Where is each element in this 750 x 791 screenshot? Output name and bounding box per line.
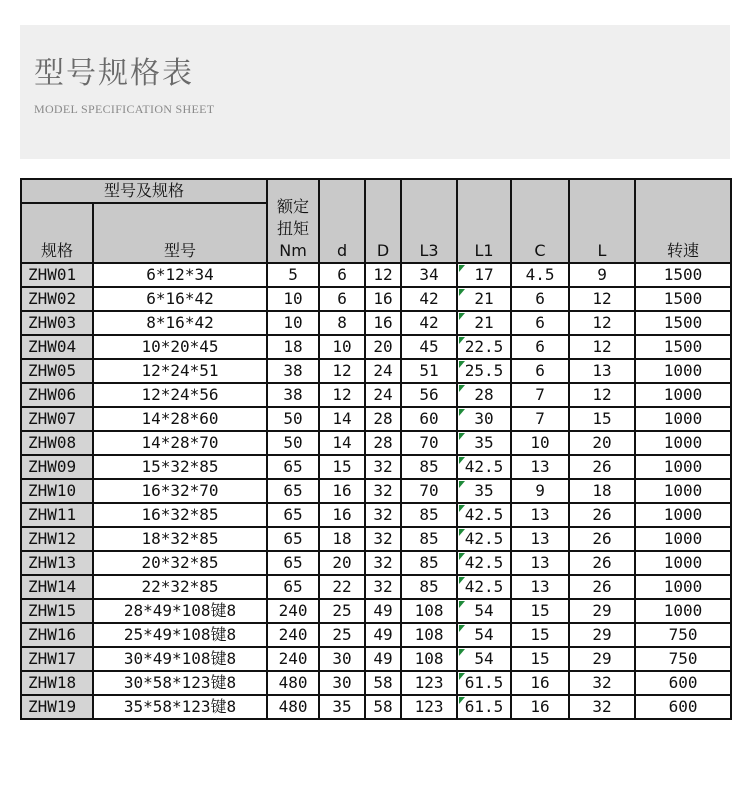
cell-d: 18: [319, 527, 365, 551]
comment-flag-icon: [459, 649, 465, 656]
cell-speed: 1000: [635, 479, 731, 503]
cell-l1-value: 42.5: [464, 553, 504, 572]
page-title: 型号规格表: [34, 56, 194, 91]
header-model: 型号: [93, 203, 267, 263]
cell-speed: 1500: [635, 263, 731, 287]
cell-l3: 34: [401, 263, 457, 287]
cell-l: 26: [569, 527, 635, 551]
comment-flag-icon: [459, 313, 465, 320]
comment-flag-icon: [459, 409, 465, 416]
cell-model: 25*49*108键8: [93, 623, 267, 647]
cell-l: 32: [569, 671, 635, 695]
cell-d: 14: [319, 407, 365, 431]
cell-l1: [457, 527, 511, 551]
cell-l: 32: [569, 695, 635, 719]
cell-l1-value: 21: [474, 313, 494, 332]
table-row: [21, 599, 731, 623]
table-row: [21, 287, 731, 311]
cell-torque: 38: [267, 359, 319, 383]
cell-l3: 85: [401, 455, 457, 479]
cell-torque: 65: [267, 551, 319, 575]
cell-d: 24: [365, 359, 401, 383]
cell-l1-value: 54: [474, 601, 494, 620]
cell-code: ZHW09: [21, 455, 93, 479]
comment-flag-icon: [459, 673, 465, 680]
header-d: d: [319, 179, 365, 263]
cell-model: 30*58*123键8: [93, 671, 267, 695]
cell-l3: 123: [401, 671, 457, 695]
table-row: [21, 695, 731, 719]
cell-model: 6*16*42: [93, 287, 267, 311]
cell-l: 15: [569, 407, 635, 431]
cell-code: ZHW11: [21, 503, 93, 527]
cell-l1-value: 42.5: [464, 457, 504, 476]
cell-l1: [457, 335, 511, 359]
cell-l1: [457, 695, 511, 719]
comment-flag-icon: [459, 457, 465, 464]
cell-model: 12*24*51: [93, 359, 267, 383]
comment-flag-icon: [459, 361, 465, 368]
cell-l1: [457, 431, 511, 455]
cell-l1: [457, 671, 511, 695]
cell-torque: 480: [267, 695, 319, 719]
cell-d: 12: [319, 359, 365, 383]
cell-code: ZHW04: [21, 335, 93, 359]
cell-l1: [457, 359, 511, 383]
cell-code: ZHW12: [21, 527, 93, 551]
table-row: [21, 431, 731, 455]
cell-l: 12: [569, 287, 635, 311]
cell-d: 10: [319, 335, 365, 359]
cell-speed: 1000: [635, 599, 731, 623]
cell-l1-value: 22.5: [464, 337, 504, 356]
cell-l3: 85: [401, 551, 457, 575]
table-row: [21, 551, 731, 575]
cell-d: 58: [365, 695, 401, 719]
cell-torque: 65: [267, 527, 319, 551]
cell-d: 28: [365, 407, 401, 431]
cell-code: ZHW19: [21, 695, 93, 719]
cell-speed: 1000: [635, 503, 731, 527]
cell-l3: 70: [401, 431, 457, 455]
cell-speed: 1500: [635, 335, 731, 359]
cell-l1: [457, 479, 511, 503]
comment-flag-icon: [459, 529, 465, 536]
cell-l3: 42: [401, 287, 457, 311]
cell-l3: 85: [401, 503, 457, 527]
cell-speed: 750: [635, 623, 731, 647]
cell-c: 6: [511, 287, 569, 311]
cell-d: 16: [365, 311, 401, 335]
header-torque-unit: Nm: [279, 241, 307, 260]
cell-l: 26: [569, 455, 635, 479]
cell-l1: [457, 263, 511, 287]
cell-c: 13: [511, 551, 569, 575]
cell-code: ZHW05: [21, 359, 93, 383]
cell-d: 20: [365, 335, 401, 359]
cell-c: 15: [511, 623, 569, 647]
cell-c: 13: [511, 527, 569, 551]
cell-model: 10*20*45: [93, 335, 267, 359]
cell-d: 32: [365, 527, 401, 551]
cell-d: 14: [319, 431, 365, 455]
cell-l3: 108: [401, 599, 457, 623]
cell-code: ZHW07: [21, 407, 93, 431]
cell-model: 16*32*70: [93, 479, 267, 503]
cell-torque: 480: [267, 671, 319, 695]
cell-l3: 108: [401, 647, 457, 671]
cell-l3: 123: [401, 695, 457, 719]
cell-model: 20*32*85: [93, 551, 267, 575]
cell-l1-value: 35: [474, 481, 494, 500]
cell-torque: 10: [267, 287, 319, 311]
table-row: [21, 623, 731, 647]
cell-c: 16: [511, 671, 569, 695]
table-row: [21, 383, 731, 407]
cell-c: 7: [511, 383, 569, 407]
cell-c: 13: [511, 575, 569, 599]
cell-l: 26: [569, 575, 635, 599]
cell-speed: 1000: [635, 383, 731, 407]
comment-flag-icon: [459, 337, 465, 344]
cell-code: ZHW02: [21, 287, 93, 311]
cell-model: 14*28*60: [93, 407, 267, 431]
cell-c: 16: [511, 695, 569, 719]
cell-torque: 10: [267, 311, 319, 335]
cell-speed: 600: [635, 671, 731, 695]
cell-l: 9: [569, 263, 635, 287]
cell-code: ZHW10: [21, 479, 93, 503]
cell-l3: 85: [401, 575, 457, 599]
table-row: [21, 575, 731, 599]
header-L3: L3: [401, 179, 457, 263]
cell-model: 22*32*85: [93, 575, 267, 599]
cell-c: 13: [511, 455, 569, 479]
cell-model: 6*12*34: [93, 263, 267, 287]
cell-l1-value: 42.5: [464, 529, 504, 548]
cell-model: 35*58*123键8: [93, 695, 267, 719]
table-row: [21, 479, 731, 503]
cell-l1: [457, 551, 511, 575]
cell-d: 49: [365, 647, 401, 671]
cell-speed: 1000: [635, 407, 731, 431]
cell-l1: [457, 599, 511, 623]
cell-d: 32: [365, 479, 401, 503]
cell-l1: [457, 287, 511, 311]
cell-c: 7: [511, 407, 569, 431]
cell-model: 8*16*42: [93, 311, 267, 335]
cell-speed: 1000: [635, 575, 731, 599]
header-torque: [267, 179, 319, 263]
cell-torque: 240: [267, 647, 319, 671]
cell-d: 15: [319, 455, 365, 479]
comment-flag-icon: [459, 505, 465, 512]
cell-torque: 65: [267, 455, 319, 479]
cell-code: ZHW06: [21, 383, 93, 407]
table-row: [21, 503, 731, 527]
table-row: [21, 335, 731, 359]
cell-speed: 1500: [635, 287, 731, 311]
cell-l1-value: 61.5: [464, 697, 504, 716]
cell-d: 32: [365, 575, 401, 599]
cell-l: 13: [569, 359, 635, 383]
cell-l: 29: [569, 647, 635, 671]
cell-c: 9: [511, 479, 569, 503]
cell-l3: 42: [401, 311, 457, 335]
spec-table: [20, 178, 732, 720]
cell-torque: 38: [267, 383, 319, 407]
comment-flag-icon: [459, 697, 465, 704]
cell-d: 58: [365, 671, 401, 695]
cell-l: 20: [569, 431, 635, 455]
header-L1: L1: [457, 179, 511, 263]
cell-d: 6: [319, 287, 365, 311]
cell-code: ZHW14: [21, 575, 93, 599]
cell-c: 4.5: [511, 263, 569, 287]
cell-speed: 1000: [635, 431, 731, 455]
cell-c: 6: [511, 311, 569, 335]
cell-torque: 240: [267, 623, 319, 647]
cell-torque: 50: [267, 407, 319, 431]
comment-flag-icon: [459, 481, 465, 488]
cell-model: 12*24*56: [93, 383, 267, 407]
table-row: [21, 455, 731, 479]
cell-torque: 50: [267, 431, 319, 455]
comment-flag-icon: [459, 553, 465, 560]
cell-code: ZHW01: [21, 263, 93, 287]
cell-d: 35: [319, 695, 365, 719]
cell-d: 49: [365, 623, 401, 647]
cell-d: 28: [365, 431, 401, 455]
table-row: [21, 359, 731, 383]
table-row: [21, 647, 731, 671]
header-model-spec-group: 型号及规格: [21, 179, 267, 203]
cell-d: 30: [319, 647, 365, 671]
cell-d: 16: [319, 503, 365, 527]
cell-model: 15*32*85: [93, 455, 267, 479]
cell-l1: [457, 623, 511, 647]
cell-d: 20: [319, 551, 365, 575]
cell-l1: [457, 383, 511, 407]
cell-d: 30: [319, 671, 365, 695]
cell-d: 25: [319, 599, 365, 623]
table-row: [21, 527, 731, 551]
cell-l1-value: 42.5: [464, 577, 504, 596]
cell-code: ZHW13: [21, 551, 93, 575]
cell-l1: [457, 575, 511, 599]
cell-d: 12: [365, 263, 401, 287]
cell-l1: [457, 407, 511, 431]
cell-l1: [457, 311, 511, 335]
cell-d: 32: [365, 455, 401, 479]
cell-l: 12: [569, 335, 635, 359]
page-subtitle: MODEL SPECIFICATION SHEET: [34, 102, 215, 116]
cell-model: 18*32*85: [93, 527, 267, 551]
cell-d: 16: [365, 287, 401, 311]
cell-code: ZHW18: [21, 671, 93, 695]
cell-speed: 1000: [635, 455, 731, 479]
cell-torque: 65: [267, 503, 319, 527]
cell-l1-value: 25.5: [464, 361, 504, 380]
cell-d: 8: [319, 311, 365, 335]
comment-flag-icon: [459, 601, 465, 608]
cell-speed: 600: [635, 695, 731, 719]
table-row: [21, 311, 731, 335]
cell-c: 10: [511, 431, 569, 455]
cell-model: 16*32*85: [93, 503, 267, 527]
cell-model: 14*28*70: [93, 431, 267, 455]
cell-torque: 240: [267, 599, 319, 623]
cell-l: 26: [569, 503, 635, 527]
cell-d: 24: [365, 383, 401, 407]
cell-l: 29: [569, 623, 635, 647]
cell-l3: 108: [401, 623, 457, 647]
cell-l3: 51: [401, 359, 457, 383]
cell-c: 6: [511, 335, 569, 359]
header-C: C: [511, 179, 569, 263]
header-D: D: [365, 179, 401, 263]
cell-d: 22: [319, 575, 365, 599]
cell-l1-value: 54: [474, 649, 494, 668]
cell-speed: 1000: [635, 551, 731, 575]
cell-l3: 60: [401, 407, 457, 431]
comment-flag-icon: [459, 289, 465, 296]
cell-code: ZHW15: [21, 599, 93, 623]
cell-code: ZHW03: [21, 311, 93, 335]
comment-flag-icon: [459, 577, 465, 584]
cell-speed: 750: [635, 647, 731, 671]
cell-torque: 5: [267, 263, 319, 287]
cell-torque: 65: [267, 479, 319, 503]
comment-flag-icon: [459, 385, 465, 392]
cell-d: 6: [319, 263, 365, 287]
cell-l1-value: 42.5: [464, 505, 504, 524]
cell-l1-value: 61.5: [464, 673, 504, 692]
cell-l3: 70: [401, 479, 457, 503]
cell-d: 32: [365, 503, 401, 527]
cell-torque: 18: [267, 335, 319, 359]
cell-l: 26: [569, 551, 635, 575]
cell-l: 12: [569, 311, 635, 335]
header-torque-line2: 扭矩: [277, 219, 310, 238]
table-row: [21, 671, 731, 695]
comment-flag-icon: [459, 625, 465, 632]
cell-l3: 56: [401, 383, 457, 407]
header-torque-line1: 额定: [277, 197, 310, 216]
cell-torque: 65: [267, 575, 319, 599]
header-spec: 规格: [21, 203, 93, 263]
cell-d: 32: [365, 551, 401, 575]
cell-l1-value: 35: [474, 433, 494, 452]
cell-speed: 1000: [635, 359, 731, 383]
cell-d: 16: [319, 479, 365, 503]
table-row: [21, 263, 731, 287]
cell-c: 15: [511, 647, 569, 671]
cell-l: 12: [569, 383, 635, 407]
cell-code: ZHW08: [21, 431, 93, 455]
cell-l3: 45: [401, 335, 457, 359]
comment-flag-icon: [459, 433, 465, 440]
cell-l3: 85: [401, 527, 457, 551]
cell-d: 25: [319, 623, 365, 647]
cell-speed: 1500: [635, 311, 731, 335]
cell-model: 28*49*108键8: [93, 599, 267, 623]
comment-flag-icon: [459, 265, 465, 272]
cell-l: 18: [569, 479, 635, 503]
cell-model: 30*49*108键8: [93, 647, 267, 671]
cell-l: 29: [569, 599, 635, 623]
cell-code: ZHW17: [21, 647, 93, 671]
cell-c: 13: [511, 503, 569, 527]
cell-l1: [457, 647, 511, 671]
header-speed: 转速: [635, 179, 731, 263]
table-row: [21, 407, 731, 431]
cell-l1-value: 21: [474, 289, 494, 308]
cell-l1-value: 28: [474, 385, 494, 404]
cell-d: 12: [319, 383, 365, 407]
cell-code: ZHW16: [21, 623, 93, 647]
cell-l1: [457, 503, 511, 527]
cell-c: 15: [511, 599, 569, 623]
cell-l1-value: 54: [474, 625, 494, 644]
cell-l1: [457, 455, 511, 479]
header-L: L: [569, 179, 635, 263]
cell-speed: 1000: [635, 527, 731, 551]
cell-l1-value: 30: [474, 409, 494, 428]
cell-l1-value: 17: [474, 265, 494, 284]
title-banner: [20, 25, 730, 159]
cell-d: 49: [365, 599, 401, 623]
cell-c: 6: [511, 359, 569, 383]
